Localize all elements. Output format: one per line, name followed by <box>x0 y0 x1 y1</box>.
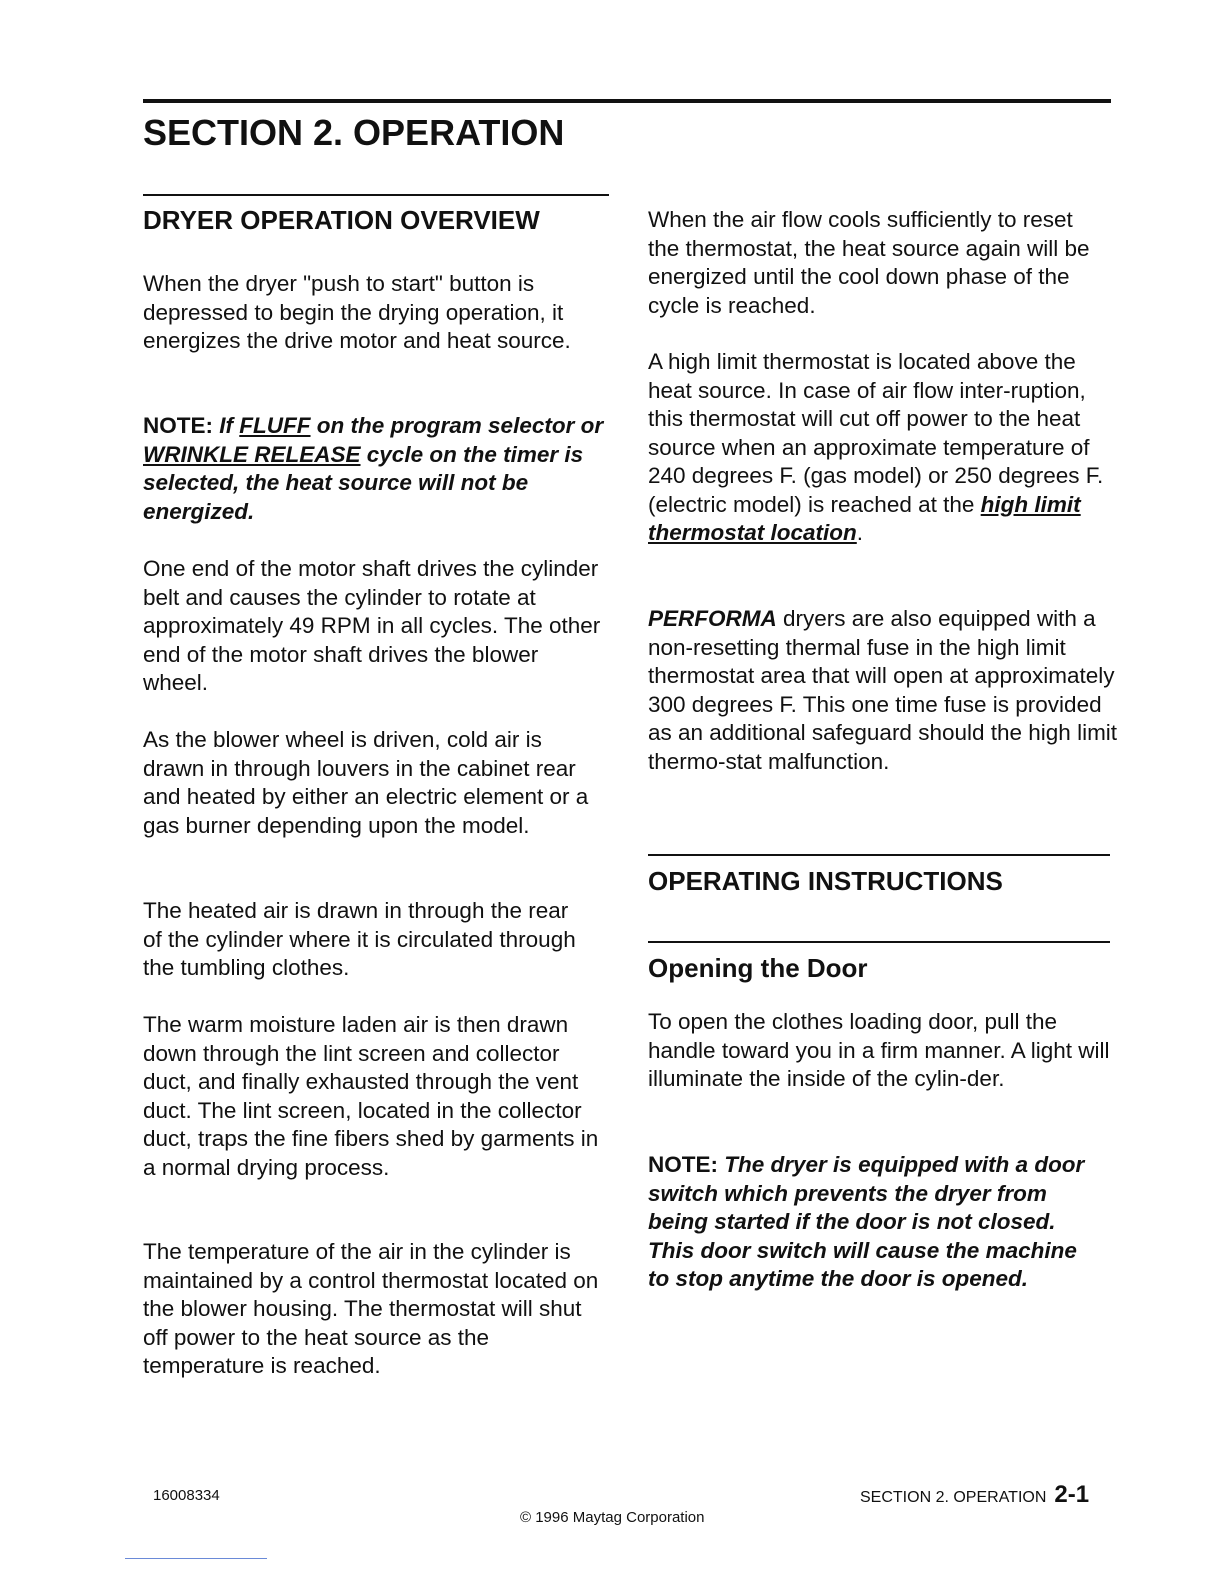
fluff-term: FLUFF <box>239 413 311 438</box>
opening-door-paragraph: To open the clothes loading door, pull the handle toward you in a firm manner. A light will illuminate the inside of the cylin-der. <box>648 1009 1110 1091</box>
operating-instructions-rule <box>648 854 1110 856</box>
wrinkle-release-term: WRINKLE RELEASE <box>143 441 361 467</box>
dryer-operation-overview-heading: DRYER OPERATION OVERVIEW <box>143 205 540 235</box>
section-title: SECTION 2. OPERATION <box>143 112 565 153</box>
note-label: NOTE: <box>648 1152 718 1177</box>
opening-door-rule <box>648 941 1110 943</box>
bottom-edge-line <box>125 1558 267 1559</box>
note-door-switch: NOTE: The dryer is equipped with a door switch which prevents the dryer from being started if the door is not closed. This door switch will cause the machine to stop anytime the door is opened. <box>648 1152 1085 1291</box>
note-fluff-wrinkle: NOTE: If FLUFF on the program selector or WRINKLE RELEASE cycle on the timer is selected, the heat source will not be energized. <box>143 413 604 524</box>
document-number: 16008334 <box>153 1487 220 1504</box>
overview-paragraph-6: The temperature of the air in the cylinder is maintained by a control thermostat located on the blower housing. The thermostat will shut off power to the heat source as the temperature is reached. <box>143 1239 599 1378</box>
top-rule <box>143 99 1111 103</box>
overview-paragraph-5: The warm moisture laden air is then drawn down through the lint screen and collector duct, and finally exhausted through the vent duct. The lint screen, located in the collector duct, traps the fine fibers shed by garments in a normal drying process. <box>143 1012 599 1180</box>
high-limit-thermostat-location-link: high limit thermostat location <box>648 491 1081 545</box>
overview-paragraph-4: The heated air is drawn in through the rear of the cylinder where it is circulated through the tumbling clothes. <box>143 898 576 980</box>
overview-paragraph-1: When the dryer "push to start" button is depressed to begin the drying operation, it energizes the drive motor and heat source. <box>143 271 571 353</box>
right-paragraph-1: When the air flow cools sufficiently to reset the thermostat, the heat source again will be energized until the cool down phase of the cycle is reached. <box>648 207 1090 318</box>
footer-section-label: SECTION 2. OPERATION 2-1 <box>860 1481 1090 1508</box>
performa-paragraph: PERFORMA dryers are also equipped with a non-resetting thermal fuse in the high limit thermostat area that will open at approximately 300 degrees F. This one time fuse is provided as an additional safeguard should the high limit thermo-stat malfunction. <box>648 606 1118 774</box>
opening-the-door-heading: Opening the Door <box>648 953 868 983</box>
high-limit-paragraph: A high limit thermostat is located above the heat source. In case of air flow inter-ruption, this thermostat will cut off power to the heat source when an approximate temperature of 240 degrees F. (gas model) or 250 degrees F. (electric model) is reached at the high limit thermostat location. <box>648 349 1104 545</box>
overview-paragraph-2: One end of the motor shaft drives the cylinder belt and causes the cylinder to rotate at approximately 49 RPM in all cycles. The other end of the motor shaft drives the blower wheel. <box>143 556 601 695</box>
performa-brand: PERFORMA <box>648 606 777 631</box>
page-number: 2-1 <box>1054 1481 1090 1508</box>
overview-paragraph-3: As the blower wheel is driven, cold air is drawn in through louvers in the cabinet rear and heated by either an electric element or a gas burner depending upon the model. <box>143 727 589 838</box>
operating-instructions-heading: OPERATING INSTRUCTIONS <box>648 866 1003 896</box>
left-heading-rule <box>143 194 609 196</box>
copyright: © 1996 Maytag Corporation <box>520 1509 705 1526</box>
note-label: NOTE: <box>143 413 213 438</box>
